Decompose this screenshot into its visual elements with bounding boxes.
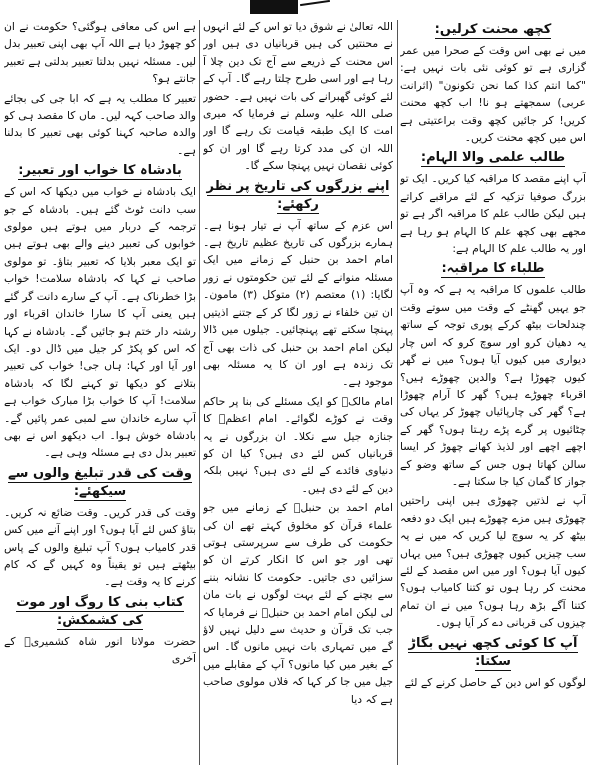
paragraph: تعبیر کا مطلب یہ ہے کہ ابا جی کی بجائے والد صاحب کہہ لیں۔ ماں کا مقصد ہی کو والدہ صاحبہ کہنا کوئی بھی تعبیر کا بدلنا ہے۔ bbox=[4, 91, 196, 157]
paragraph: اس عزم کے ساتھ آپ نے تیار ہونا ہے۔ ہمارے بزرگوں کی تاریخ عظیم تاریخ ہے۔ امام احمد بن حنبل کے زمانے میں ایک مسئلہ منوانے کے لئے تین حکومتوں نے زور لگایا: (۱) معتصم (۲) متوکل (۳) مامون۔ ان تین خلفاء نے زور لگا کر کے جتنے اذیتیں پہنچا سکتے تھے پہنچائیں۔ جیلوں میں ڈالا لیکن امام احمد بن حنبل کی ذات بھی آج تک زندہ ہے اور ان کا یہ مسئلہ بھی موجود ہے۔ bbox=[203, 218, 393, 389]
section-heading bbox=[400, 635, 586, 671]
paragraph: میں نے بھی اس وقت کے صحرا میں عمر گزاری ہے تو کوئی نئی بات نہیں ہے: "کما انتم کذا کما نحن تکونون" (اثرانت عربی) سمجھتے ہو نا! اب کچھ محنت کریں! کر جائیں کچھ وقت براعتیتی ہے اس میں کچھ محنت کریں۔ bbox=[400, 44, 586, 145]
paragraph: حضرت مولانا انور شاہ کشمیریؒ کے آخری bbox=[4, 634, 196, 666]
section-heading-text: طلباء کا مراقبہ: bbox=[441, 261, 545, 277]
column-divider bbox=[199, 20, 200, 765]
section-heading bbox=[203, 178, 393, 214]
paragraph: ایک بادشاہ نے خواب میں دیکھا کہ اس کے سب دانت ٹوٹ گئے ہیں۔ بادشاہ کے جو ترجمہ کے دربار میں ہوتے ہیں مولوی خوابوں کی تعبیر دینے والے بھی ہوتے ہیں تو ایک معبر بلایا کہ تعبیر بتاؤ۔ تو مولوی صاحب نے کہا کہ بادشاہ سلامت! خواب بڑا خطرناک ہے۔ آپ کے سارے دانت گر گئے ہیں یعنی آپ کا سارا خاندان اقرباء اور رشتہ دار ختم ہو جائیں گے۔ بادشاہ نے کہا کہ اس کو پکڑ کر جیل میں ڈال دو۔ ایک اور آیا اور کہا: ہاں جی! خواب کی تعبیر بتلانے کو دیکھا تو کہنے لگا کہ بادشاہ سلامت! آپ کا خواب بڑا مبارک خواب ہے آپ سارے خاندان سے لمبی عمر پائیں گے۔ بادشاہ خوش ہوا۔ اب دیکھو اس نے بھی تعبیر بدل دی ہے مسئلہ وہی ہے۔ bbox=[4, 185, 196, 460]
section-heading bbox=[4, 465, 196, 501]
top-ornament-block bbox=[250, 0, 298, 14]
paragraph: لوگوں کو اس دین کے حاصل کرنے کے لئے bbox=[404, 675, 586, 689]
section-heading-text: وقت کی قدر تبلیغ والوں سے سیکھئے: bbox=[8, 465, 192, 499]
paragraph: آپ نے لذتیں چھوڑی ہیں اپنی راحتیں چھوڑی ہیں مزے چھوڑے ہیں ایک دو دفعہ بیٹھ کر یہ سوچ لیا کریں کہ میں نے یہ سب چیزیں کیوں چھوڑی ہیں؟ میں یہاں کیوں آیا ہوں؟ اور میں اس مقصد کے لئے محنت کر رہا ہوں تو کتنا کامیاب ہوں؟ کتنا آگے بڑھ رہا ہوں؟ میں نے ان تمام چیزوں کی قربانی دے کر آیا ہوں۔ bbox=[400, 494, 586, 630]
column-divider bbox=[397, 20, 398, 765]
section-heading bbox=[400, 149, 586, 167]
section-heading-text: بادشاہ کا خواب اور تعبیر: bbox=[18, 163, 182, 179]
paragraph: امام احمد بن حنبلؒ کے زمانے میں جو علماء قرآن کو مخلوق کہتے تھے ان کی حکومت کی طرف سے سرپرستی ہوتی تھی اور جو اس کا انکار کرتے ان کو سزائیں دی جاتیں۔ حکومت کا نشانہ بننے سے بچنے کے لئے بہت لوگوں نے بات مان لی لیکن امام احمد بن حنبلؒ نے فرمایا کہ جب تک قرآن و حدیث سے دلیل نہیں لاؤ گے میں تمہاری بات نہیں مانوں گا۔ اس کے بغیر میں کیا مانوں؟ آپ کے مقابلے میں جیل میں جا کر کہا کہ فلاں مولوی صاحب ہے کہ دیا bbox=[203, 501, 393, 706]
paragraph: امام مالکؒ کو ایک مسئلے کی بنا پر حاکم وقت نے کوڑے لگوائے۔ امام اعظمؒ کا جنازہ جیل سے نکلا۔ ان بزرگوں نے یہ قربانیاں کس لئے دی ہیں؟ کیا ان کو دنیاوی فائدے کے لئے دی ہیں؟ نہیں بلکہ دین کے لئے دی ہیں۔ bbox=[203, 394, 393, 495]
top-ornament-stroke bbox=[300, 0, 330, 6]
section-heading bbox=[4, 594, 196, 630]
section-heading-text: طالب علمی والا الہام: bbox=[420, 150, 566, 166]
paragraph: وقت کی قدر کریں۔ وقت ضائع نہ کریں۔ بتاؤ کس لئے آیا ہوں؟ اور اپنے آنے میں کس قدر کامیاب ہوں؟ آپ تبلیغ والوں کے پاس بیٹھتے ہیں تو یقیناً وہ کہیں گے کہ کام کرنے کا یہ وقت ہے۔ bbox=[4, 505, 196, 589]
middle-column bbox=[203, 18, 393, 768]
section-heading-text: کتاب بنی کا روگ اور موت کی کشمکش: bbox=[16, 594, 184, 628]
section-heading-text: اپنے بزرگوں کی تاریخ پر نظر رکھئے: bbox=[206, 178, 390, 212]
section-heading-text: آپ کا کوئی کچھ نہیں بگاڑ سکتا: bbox=[408, 635, 578, 669]
section-heading bbox=[4, 162, 196, 180]
paragraph: آپ اپنے مقصد کا مراقبہ کیا کریں۔ ایک تو بزرگ صوفیا تزکیہ کے لئے مراقبے کراتے ہیں لیکن طالب علم کا مراقبہ اگر ہے تو مجھے بھی کچھ علم کا الہام ہو رہا ہے اور یہ طالب علم کا الہام ہے: bbox=[400, 172, 586, 256]
paragraph: اللہ تعالیٰ نے شوق دیا تو اس کے لئے انہوں نے محنتیں کی ہیں قربانیاں دی ہیں اور اس محنت کے ذریعے سے آج تک دین چلا آ رہا ہے اور اسی طرح چلتا رہے گا۔ آپ کے لئے کوئی گھبرانے کی بات نہیں ہے۔ حضور صلی اللہ علیہ وسلم نے فرمایا کہ میری امت کا ایک طبقہ قیامت تک رہے گا اور اللہ ان کی مدد کرتا رہے گا اور ان کو کوئی نقصان نہیں پہنچا سکے گا۔ bbox=[203, 20, 393, 173]
section-heading-text: کچھ محنت کرلیں: bbox=[434, 22, 552, 37]
section-heading bbox=[400, 21, 586, 39]
section-heading bbox=[400, 260, 586, 278]
left-column bbox=[4, 18, 196, 768]
top-ornament bbox=[0, 0, 590, 20]
right-column bbox=[400, 18, 586, 768]
paragraph: طالب علموں کا مراقبہ یہ ہے کہ وہ آپ جو یہیں گھنٹے کے وقت میں سوتے وقت چندلحات بیٹھ کرکے پوری توجہ کے ساتھ یہ دھیان کرو اور سوچ کرو کہ اس چار دیواری میں کیوں آیا ہوں؟ میں نے گھر کیوں چھوڑا ہے؟ والدین چھوڑے ہیں؟ اقرباء چھوڑے ہیں؟ گھر کا آرام چھوڑا ہے؟ گھر کی چارپائیاں چھوڑ کر یہاں کی چٹائیوں پر گرے پڑے رہتا ہوں؟ گھر کے اچھے اچھے اور لذیذ کھانے چھوڑ کر ایسا سالن کھاتا ہوں جس کے ساتھ وضو کے جواز کا گمان کیا جا سکتا ہے۔ bbox=[400, 283, 586, 488]
paragraph: ہے اس کی معافی ہوگئی؟ حکومت نے ان کو چھوڑ دیا ہے اللہ آپ بھی اپنی تعبیر بدل لیں۔ مسئلہ نہیں بدلتا تعبیر بدلتی ہے تعبیر جانتے ہو؟ bbox=[4, 20, 196, 86]
